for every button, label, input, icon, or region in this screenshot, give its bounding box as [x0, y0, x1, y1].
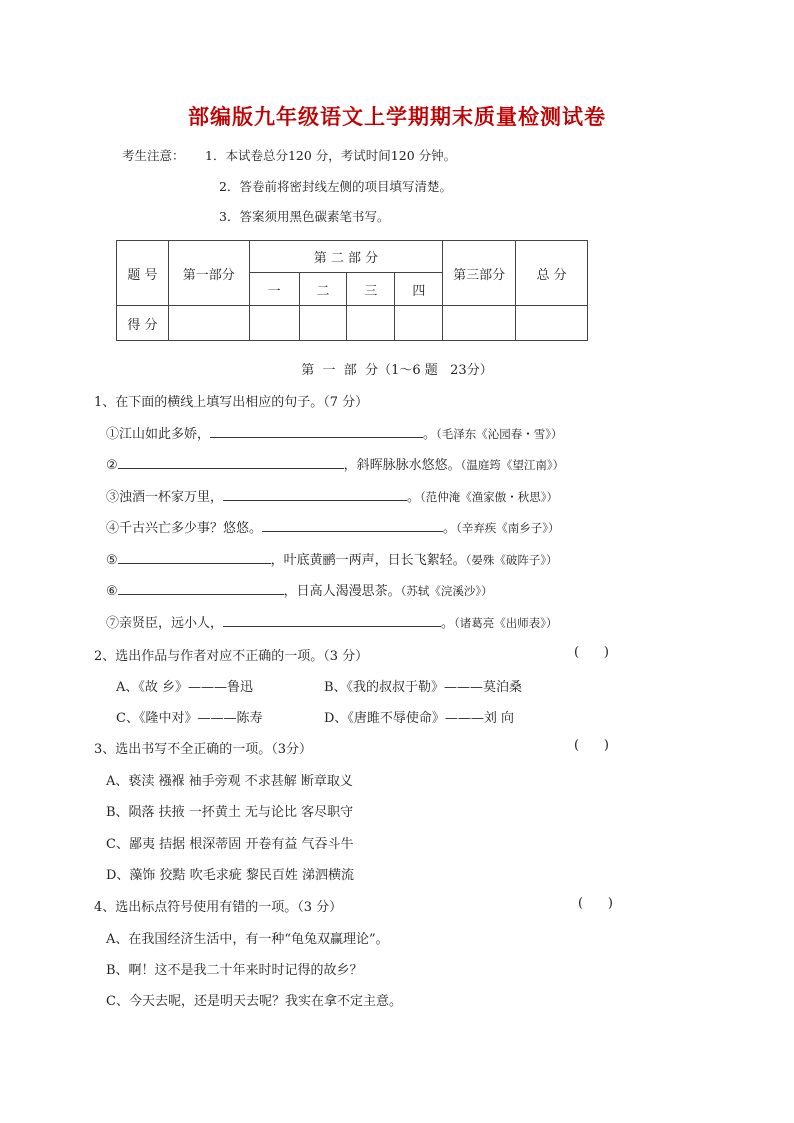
header-total: 总 分	[516, 241, 588, 306]
q1-item-5-source: （晏殊《破阵子》）	[465, 553, 558, 567]
q1-item-1-source: （毛泽东《沁园春・雪》）	[436, 427, 563, 441]
q1-item-6-pre: ⑥	[106, 584, 118, 599]
q1-item-3-pre: ③浊酒一杯家万里，	[106, 490, 224, 505]
q4-option-a: A、在我国经济生活中，有一种“龟兔双赢理论”。	[106, 932, 389, 947]
score-cell-part-3[interactable]	[443, 306, 516, 341]
header-part-3: 第三部分	[443, 241, 516, 306]
header-sub-3: 三	[347, 273, 395, 306]
q1-blank-3[interactable]	[223, 486, 407, 501]
q1-item-4-source: （辛弃疾《南乡子》）	[456, 521, 560, 535]
score-cell-sub-2[interactable]	[299, 306, 347, 341]
header-question-number: 题 号	[117, 241, 169, 306]
section-heading: 第 一 部 分（1～6 题 23分）	[301, 363, 493, 378]
q2-option-a: A、《故 乡》———鲁迅	[116, 680, 254, 695]
q1-item-1-post: 。	[423, 427, 437, 442]
q1-blank-7[interactable]	[223, 612, 441, 627]
question-4-stem: 4、选出标点符号使用有错的一项。（3 分）	[94, 900, 343, 915]
q1-item-4-post: 。	[443, 521, 457, 536]
notice-label: 考生注意：	[122, 148, 185, 163]
q1-item-5-post: ，叶底黄鹂一两声，日长飞絮轻。	[270, 553, 466, 568]
q1-item-6-post: ，日高人渴漫思茶。	[283, 584, 401, 599]
q1-blank-2[interactable]	[118, 454, 344, 469]
header-part-2: 第 二 部 分	[249, 241, 443, 273]
score-cell-sub-3[interactable]	[347, 306, 395, 341]
q3-option-d: D、藻饰 狡黠 吹毛求疵 黎民百姓 涕泗横流	[106, 868, 354, 883]
q4-option-b: B、啊！这不是我二十年来时时记得的故乡？	[106, 963, 363, 978]
q3-option-c: C、鄙夷 拮据 根深蒂固 开卷有益 气吞斗牛	[106, 837, 354, 852]
notice-item-1: 1．本试卷总分120 分，考试时间120 分钟。	[205, 148, 457, 163]
score-cell-part-1[interactable]	[168, 306, 249, 341]
q1-item-7-post: 。	[441, 616, 455, 631]
q1-item-3-source: （范仲淹《渔家傲・秋思》）	[420, 490, 559, 504]
notice-item-2: 2．答卷前将密封线左侧的项目填写清楚。	[219, 179, 452, 194]
notice-item-3: 3．答案须用黑色碳素笔书写。	[219, 209, 390, 224]
q1-item-3-post: 。	[407, 490, 421, 505]
q1-blank-4[interactable]	[262, 517, 443, 532]
q1-item-1	[106, 423, 563, 442]
score-label: 得 分	[117, 306, 169, 341]
score-cell-total[interactable]	[516, 306, 588, 341]
q1-item-2-source: （温庭筠《望江南》）	[460, 458, 565, 472]
q2-option-c: C、《隆中对》———陈寿	[116, 711, 263, 726]
q1-item-5	[106, 549, 558, 568]
header-sub-2: 二	[299, 273, 347, 306]
header-sub-4: 四	[395, 273, 443, 306]
q1-blank-6[interactable]	[118, 580, 284, 595]
question-3-answer-bracket[interactable]: ( )	[574, 738, 609, 753]
q3-option-b: B、陨落 扶掖 一抔黄土 无与论比 客尽职守	[106, 805, 354, 820]
q2-option-b: B、《我的叔叔于勒》———莫泊桑	[324, 680, 523, 695]
q1-item-1-pre: ①江山如此多娇，	[106, 427, 211, 442]
score-cell-sub-1[interactable]	[249, 306, 299, 341]
header-sub-1: 一	[249, 273, 299, 306]
q1-item-7-pre: ⑦亲贤臣，远小人，	[106, 616, 224, 631]
question-2-answer-bracket[interactable]: ( )	[574, 645, 609, 660]
q1-item-3	[106, 486, 558, 505]
q2-option-d: D、《唐雎不辱使命》———刘 向	[324, 711, 515, 726]
question-3-stem: 3、选出书写不全正确的一项。（3分）	[94, 742, 313, 757]
q1-item-7	[106, 612, 558, 631]
q1-item-6-source: （苏轼《浣溪沙》）	[400, 584, 493, 598]
q1-item-2	[106, 454, 564, 473]
q3-option-a: A、亵渎 襁褓 袖手旁观 不求甚解 断章取义	[106, 774, 353, 789]
q1-blank-1[interactable]	[210, 423, 423, 438]
q4-option-c: C、今天去呢，还是明天去呢？我实在拿不定主意。	[106, 994, 402, 1009]
q1-item-7-source: （诸葛亮《出师表》）	[454, 616, 558, 630]
q1-item-2-pre: ②	[106, 458, 118, 473]
question-1-stem: 1、在下面的横线上填写出相应的句子。（7 分）	[94, 395, 369, 410]
score-cell-sub-4[interactable]	[395, 306, 443, 341]
header-part-1: 第一部分	[168, 241, 249, 306]
q1-item-5-pre: ⑤	[106, 553, 118, 568]
q1-item-4	[106, 517, 560, 536]
question-4-answer-bracket[interactable]: ( )	[578, 896, 613, 911]
q1-item-4-pre: ④千古兴亡多少事？悠悠。	[106, 521, 263, 536]
q1-item-2-post: ，斜晖脉脉水悠悠。	[343, 458, 461, 473]
q1-blank-5[interactable]	[118, 549, 271, 564]
q1-item-6	[106, 580, 493, 599]
score-table	[116, 240, 588, 341]
document-title: 部编版九年级语文上学期期末质量检测试卷	[188, 104, 606, 129]
question-2-stem: 2、选出作品与作者对应不正确的一项。（3 分）	[94, 649, 369, 664]
